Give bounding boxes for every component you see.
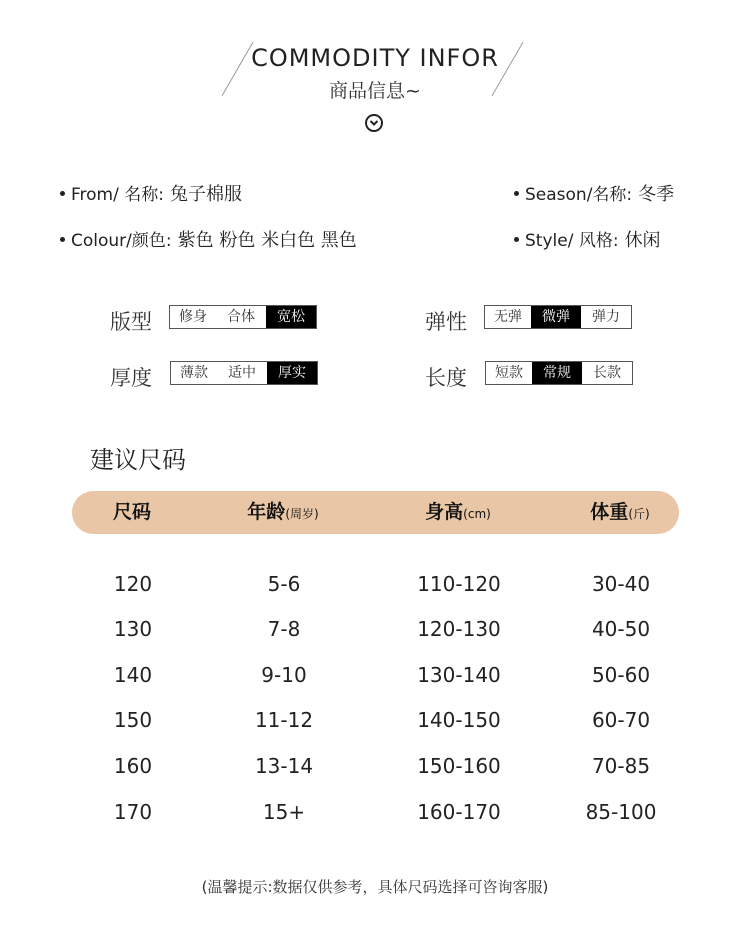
size-section-title: 建议尺码: [90, 446, 186, 474]
cell-height: 130-140: [417, 663, 501, 687]
cell-weight: 30-40: [591, 572, 651, 596]
cell-height: 140-150: [417, 708, 501, 732]
header-height-label: 身高: [425, 501, 464, 523]
attr-elasticity-selector: [484, 305, 632, 329]
cell-age: 11-12: [254, 708, 314, 732]
info-style: [514, 226, 661, 252]
cell-age: 9-10: [261, 663, 307, 687]
bullet-icon: [60, 191, 65, 196]
info-from-label: From/ 名称:: [71, 185, 164, 205]
info-from: [60, 180, 242, 206]
cell-height: 120-130: [417, 617, 501, 641]
header-age-unit: (周岁): [285, 507, 319, 521]
cell-age: 7-8: [267, 617, 301, 641]
attr-thickness-option[interactable]: 薄款: [180, 365, 208, 381]
header-weight-unit: (斤): [628, 507, 650, 521]
attr-elasticity-option[interactable]: 微弹: [531, 306, 581, 328]
cell-height: 160-170: [417, 800, 501, 824]
info-season: [514, 180, 674, 206]
cell-age: 13-14: [254, 754, 314, 778]
header-size: [82, 491, 182, 534]
cell-size: 150: [113, 708, 153, 732]
cell-size: 160: [113, 754, 153, 778]
info-style-value: 休闲: [624, 230, 661, 251]
size-table-header: [72, 491, 679, 534]
bullet-icon: [514, 237, 519, 242]
cell-height: 110-120: [417, 572, 501, 596]
attr-length-option[interactable]: 短款: [495, 365, 523, 381]
cell-height: 150-160: [417, 754, 501, 778]
header-height: [378, 491, 538, 534]
attr-length-selector: [485, 361, 633, 385]
attr-thickness-selector: [170, 361, 318, 385]
footnote: (温馨提示:数据仅供参考，具体尺码选择可咨询客服): [201, 878, 549, 896]
cell-size: 120: [113, 572, 153, 596]
attr-elasticity-label: 弹性: [425, 310, 467, 334]
cell-age: 15+: [262, 800, 306, 824]
page-header: [0, 0, 750, 150]
info-season-label: Season/名称:: [525, 185, 633, 205]
info-colour-value: 紫色 粉色 米白色 黑色: [177, 230, 357, 251]
info-colour: [60, 226, 357, 252]
attr-length-option[interactable]: 长款: [593, 365, 621, 381]
attr-fit-option[interactable]: 修身: [179, 309, 207, 325]
info-style-label: Style/ 风格:: [525, 231, 619, 251]
attr-thickness-option[interactable]: 适中: [228, 365, 256, 381]
cell-size: 140: [113, 663, 153, 687]
attr-fit-option[interactable]: 合体: [227, 309, 255, 325]
info-colour-label: Colour/颜色:: [71, 231, 172, 251]
attr-length-label: 长度: [425, 366, 467, 390]
cell-size: 130: [113, 617, 153, 641]
header-height-unit: (cm): [463, 507, 491, 521]
attr-fit-selector: [169, 305, 317, 329]
header-age-label: 年龄: [247, 501, 286, 523]
attr-length-option[interactable]: 常规: [532, 362, 582, 384]
cell-weight: 70-85: [591, 754, 651, 778]
attr-thickness-option[interactable]: 厚实: [267, 362, 317, 384]
bullet-icon: [514, 191, 519, 196]
header-age: [203, 491, 363, 534]
info-from-value: 兔子棉服: [169, 184, 242, 205]
bullet-icon: [60, 237, 65, 242]
title-chinese: 商品信息~: [329, 80, 421, 102]
cell-size: 170: [113, 800, 153, 824]
cell-weight: 50-60: [591, 663, 651, 687]
attr-thickness-label: 厚度: [110, 366, 152, 390]
attr-fit-label: 版型: [110, 310, 152, 334]
attr-elasticity-option[interactable]: 无弹: [494, 309, 522, 325]
header-weight: [540, 491, 700, 534]
cell-weight: 85-100: [585, 800, 657, 824]
attr-elasticity-option[interactable]: 弹力: [592, 309, 620, 325]
title-english: COMMODITY INFOR: [251, 44, 499, 72]
header-size-label: 尺码: [112, 501, 151, 523]
cell-weight: 60-70: [591, 708, 651, 732]
chevron-down-circle-icon: [365, 114, 383, 132]
cell-age: 5-6: [267, 572, 301, 596]
info-season-value: 冬季: [638, 184, 675, 205]
header-weight-label: 体重: [590, 501, 629, 523]
cell-weight: 40-50: [591, 617, 651, 641]
attr-fit-option[interactable]: 宽松: [266, 306, 316, 328]
